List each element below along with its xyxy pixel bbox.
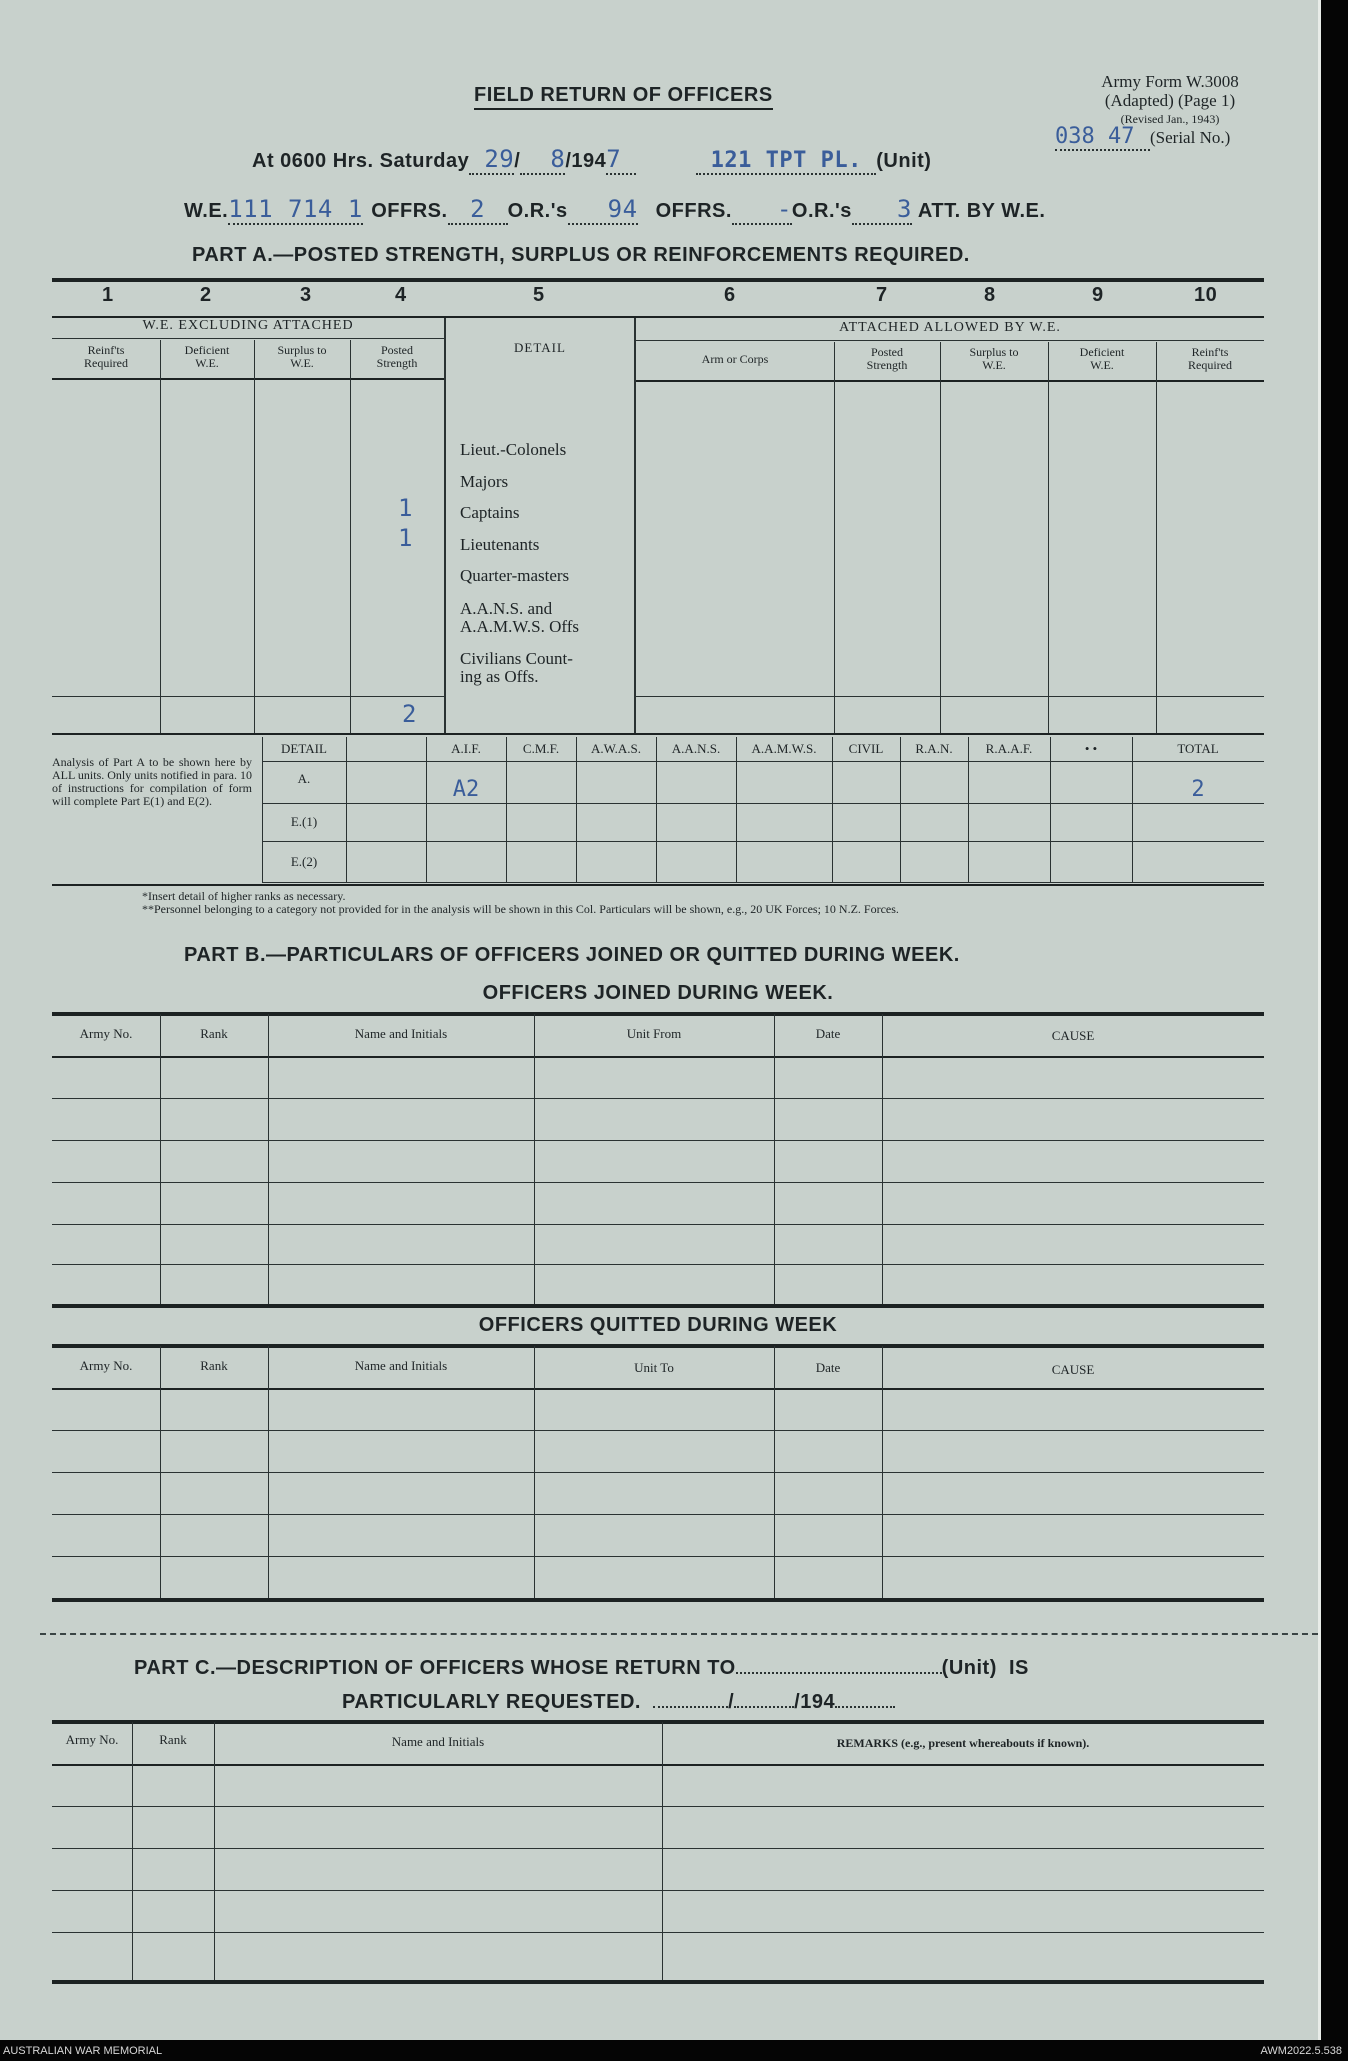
part-c-title: PART C.—DESCRIPTION OF OFFICERS WHOSE RETURN TO xyxy=(134,1657,736,1679)
part-c-unit-label: (Unit) xyxy=(941,1657,997,1679)
unit-value: 121 TPT PL. xyxy=(696,148,876,175)
analysis-aif-value: A2 xyxy=(452,777,480,802)
form-revision: (Revised Jan., 1943) xyxy=(1120,112,1220,126)
head-arm-or-corps: Arm or Corps xyxy=(701,352,769,366)
col-num: 6 xyxy=(724,284,736,306)
part-c-head-remarks: REMARKS (e.g., present whereabouts if known). xyxy=(836,1736,1090,1750)
form-reference xyxy=(1070,72,1270,129)
header-date-line xyxy=(252,145,931,175)
head-surplus-we: Surplus to W.E. xyxy=(277,343,327,370)
part-c-title-line2 xyxy=(342,1688,895,1714)
analysis-head-aif: A.I.F. xyxy=(451,741,481,756)
rank-quarter-masters: Quarter-masters xyxy=(460,566,570,585)
analysis-head-civil: CIVIL xyxy=(848,741,884,756)
joined-title: OFFICERS JOINED DURING WEEK. xyxy=(482,982,834,1004)
serial-label: (Serial No.) xyxy=(1150,128,1231,147)
page-title: FIELD RETURN OF OFFICERS xyxy=(474,84,773,110)
attached-allowed: ATTACHED ALLOWED BY W.E. xyxy=(839,320,1061,335)
column-numbers xyxy=(52,284,1264,310)
col-num: 3 xyxy=(300,284,312,306)
detail-heading: DETAIL xyxy=(514,340,566,355)
ors2-label: O.R.'s xyxy=(791,200,852,222)
footnote-other-personnel: **Personnel belonging to a category not provided for in the analysis will be shown in this Col. Particulars will be shown, e.g., 20 UK Forces; 10 N.Z. Forces. xyxy=(142,902,899,916)
joined-head-army-no: Army No. xyxy=(79,1026,133,1041)
ors2-value: 3 xyxy=(852,195,912,225)
part-b-title: PART B.—PARTICULARS OF OFFICERS JOINED OR QUITTED DURING WEEK. xyxy=(184,944,960,966)
joined-table xyxy=(52,1014,1264,1304)
part-a-footnotes xyxy=(142,890,1266,916)
joined-head-rank: Rank xyxy=(200,1026,228,1041)
rank-lieutenants: Lieutenants xyxy=(460,534,540,554)
footer-accession: AWM2022.5.538 xyxy=(1260,2045,1342,2057)
head-att-surplus-we: Surplus to W.E. xyxy=(969,345,1019,372)
analysis-head-aans: A.A.N.S. xyxy=(671,741,721,756)
analysis-head-raaf: R.A.A.F. xyxy=(985,741,1033,756)
quitted-head-rank: Rank xyxy=(200,1358,228,1373)
part-c-year: /194 xyxy=(794,1691,836,1713)
analysis-head-detail: DETAIL xyxy=(281,741,327,756)
quitted-title: OFFICERS QUITTED DURING WEEK xyxy=(478,1314,838,1336)
analysis-head-awas: A.W.A.S. xyxy=(590,741,642,756)
head-posted-strength: Posted Strength xyxy=(376,343,418,370)
col-num: 2 xyxy=(200,284,212,306)
day-value: 29 xyxy=(469,145,514,175)
ors-label: O.R.'s xyxy=(507,200,568,222)
part-c-head-army-no: Army No. xyxy=(65,1732,119,1747)
part-c-table xyxy=(52,1722,1264,1980)
analysis-head-ran: R.A.N. xyxy=(915,741,953,756)
year-digit: 7 xyxy=(606,145,636,175)
rank-captains: Captains xyxy=(460,503,520,522)
cut-line xyxy=(40,1633,1318,1635)
footer-source: AUSTRALIAN WAR MEMORIAL xyxy=(3,2045,163,2057)
head-att-posted-strength: Posted Strength xyxy=(866,345,908,372)
footnote-higher-ranks: *Insert detail of higher ranks as necessary. xyxy=(142,889,346,903)
analysis-note: Analysis of Part A to be shown here by ALL units. Only units notified in para. 10 of instructions for compilation of form will complete Part E(1) and E(2). xyxy=(52,755,252,808)
joined-head-name: Name and Initials xyxy=(354,1026,448,1041)
quitted-head-date: Date xyxy=(815,1360,841,1375)
head-deficient-we: Deficient W.E. xyxy=(184,343,230,370)
header-we-line xyxy=(184,195,1045,225)
col-num: 1 xyxy=(102,284,114,306)
joined-head-unit-from: Unit From xyxy=(626,1026,682,1041)
rank-list xyxy=(460,434,579,686)
at-label: At 0600 Hrs. Saturday xyxy=(252,150,470,172)
head-att-deficient-we: Deficient W.E. xyxy=(1079,345,1125,372)
head-reinfts-required: Reinf'ts Required xyxy=(84,343,128,370)
quitted-table xyxy=(52,1346,1264,1598)
offrs-value: 2 xyxy=(448,195,508,225)
offrs-label: OFFRS. xyxy=(371,200,448,222)
form-page: (Adapted) (Page 1) xyxy=(1104,91,1236,110)
part-c-head-rank: Rank xyxy=(159,1732,187,1747)
col-num: 8 xyxy=(984,284,996,306)
analysis-row-e2: E.(2) xyxy=(290,854,318,869)
part-c-slash: / xyxy=(728,1691,735,1713)
analysis-total-value: 2 xyxy=(1191,777,1205,802)
part-a-title: PART A.—POSTED STRENGTH, SURPLUS OR REINFORCEMENTS REQUIRED. xyxy=(192,244,970,266)
col-num: 7 xyxy=(876,284,888,306)
part-c-requested: PARTICULARLY REQUESTED. xyxy=(342,1691,641,1713)
col-num: 5 xyxy=(533,284,545,306)
rank-lieut-colonels: Lieut.-Colonels xyxy=(460,440,567,459)
att-label: ATT. BY W.E. xyxy=(917,200,1046,222)
head-att-reinfts-required: Reinf'ts Required xyxy=(1188,345,1232,372)
we-label: W.E. xyxy=(184,200,229,222)
rank-majors: Majors xyxy=(460,471,509,491)
rank-aans-aamws: A.A.N.S. and A.A.M.W.S. Offs xyxy=(460,598,580,636)
part-c-head-name: Name and Initials xyxy=(391,1734,485,1749)
offrs2-label: OFFRS. xyxy=(655,200,732,222)
posted-captains-value: 1 xyxy=(398,494,413,522)
unit-label: (Unit) xyxy=(876,150,932,172)
year-prefix: /194 xyxy=(565,150,607,172)
quitted-head-army-no: Army No. xyxy=(79,1358,133,1373)
col-num: 10 xyxy=(1194,284,1218,306)
serial-value: 038 47 xyxy=(1055,124,1150,151)
analysis-head-total: TOTAL xyxy=(1177,741,1219,756)
part-c-is: IS xyxy=(1009,1657,1029,1679)
joined-head-cause: CAUSE xyxy=(1051,1028,1095,1043)
part-c-title-line1 xyxy=(134,1654,1029,1680)
rank-civilians: Civilians Count- ing as Offs. xyxy=(460,648,573,686)
joined-head-date: Date xyxy=(815,1026,841,1041)
analysis-row-a: A. xyxy=(297,771,311,786)
date-separator: / xyxy=(514,150,521,172)
we-excluding-attached: W.E. EXCLUDING ATTACHED xyxy=(142,318,354,333)
offrs2-value: - xyxy=(732,195,792,225)
serial-number xyxy=(1055,124,1230,151)
analysis-head-aamws: A.A.M.W.S. xyxy=(751,741,817,756)
quitted-head-cause: CAUSE xyxy=(1051,1362,1095,1377)
analysis-row-e1: E.(1) xyxy=(290,814,318,829)
analysis-table xyxy=(262,737,1264,882)
we-value: 111 714 1 xyxy=(228,195,363,223)
posted-lieutenants-value: 1 xyxy=(398,524,413,552)
month-value: 8 xyxy=(520,145,565,175)
col-num: 4 xyxy=(395,284,407,306)
quitted-head-unit-to: Unit To xyxy=(634,1360,674,1375)
ors-value: 94 xyxy=(568,195,638,225)
analysis-head-other: • • xyxy=(1084,741,1098,756)
form-number: Army Form W.3008 xyxy=(1101,72,1239,91)
posted-total-value: 2 xyxy=(402,700,417,728)
quitted-head-name: Name and Initials xyxy=(354,1358,448,1373)
analysis-head-cmf: C.M.F. xyxy=(522,741,560,756)
col-num: 9 xyxy=(1092,284,1104,306)
